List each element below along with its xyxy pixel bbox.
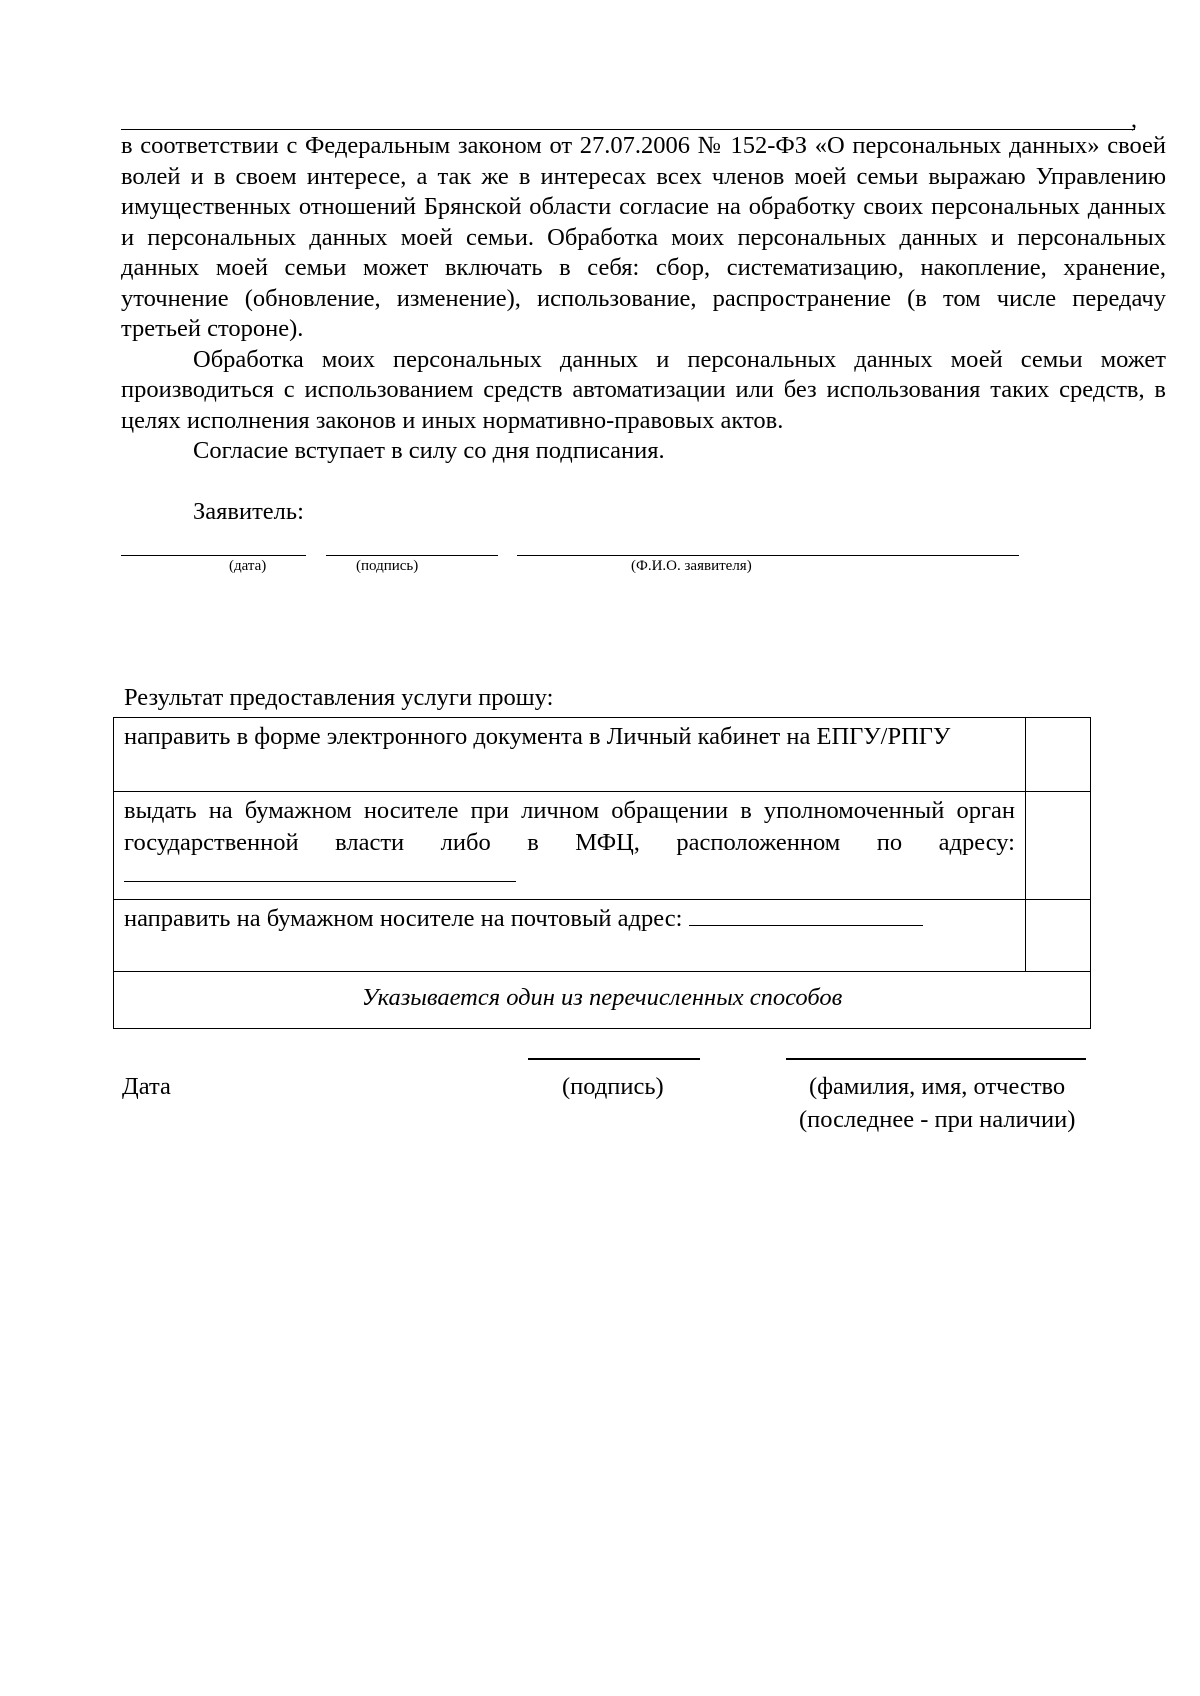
name-blank-comma: , <box>1131 107 1137 133</box>
signature-caption: (подпись) <box>356 558 419 574</box>
delivery-option-in-person-checkbox[interactable] <box>1026 792 1091 900</box>
consent-paragraph-1: в соответствии с Федеральным законом от 27.07.2006 № 152-ФЗ «О персональных данных» своей волей и в своем интересе, а так же в интересах всех членов моей семьи выражаю Управлению имущественных отношений Брянской области согласие на обработку своих персональных данных и персональных данных моей семьи. Обработка моих персональных данных и персональных данных моей семьи может включать в себя: сбор, систематизацию, накопление, хранение, уточнение (обновление, изменение), использование, распространение (в том числе передачу третьей стороне). <box>121 132 1166 342</box>
date-signature-line <box>121 555 306 556</box>
applicant-label: Заявитель: <box>193 498 304 525</box>
result-label: Результат предоставления услуги прошу: <box>124 684 554 711</box>
delivery-option-epgu-checkbox[interactable] <box>1026 718 1091 792</box>
footer-date-label: Дата <box>122 1073 171 1100</box>
consent-paragraph-2: Обработка моих персональных данных и персональных данных моей семьи может производиться с использованием средств автоматизации или без использования таких средств, в целях исполнения законов и иных нормативно-правовых актов. <box>121 345 1166 434</box>
delivery-option-in-person-text: выдать на бумажном носителе при личном обращении в уполномоченный орган государственной власти либо в МФЦ, расположенном по адресу: <box>124 797 1015 856</box>
footer-name-label-line1: (фамилия, имя, отчество <box>809 1073 1066 1100</box>
date-caption: (дата) <box>229 558 267 574</box>
delivery-option-epgu <box>114 718 1026 792</box>
postal-address-blank-line[interactable] <box>689 903 923 926</box>
consent-text <box>121 131 1166 467</box>
full-name-caption: (Ф.И.О. заявителя) <box>631 558 752 574</box>
delivery-option-mail-text: направить на бумажном носителе на почтовый адрес: <box>124 905 683 932</box>
address-blank-line[interactable] <box>124 859 516 882</box>
delivery-option-row <box>114 900 1091 972</box>
consent-paragraph-3: Согласие вступает в силу со дня подписания. <box>193 437 665 464</box>
footer-signature-label: (подпись) <box>562 1073 664 1100</box>
footer-signature-line <box>528 1058 700 1060</box>
signature-line <box>326 555 498 556</box>
footer-name-label-line2: (последнее - при наличии) <box>799 1106 1076 1133</box>
options-note-row <box>114 972 1091 1029</box>
delivery-option-mail-checkbox[interactable] <box>1026 900 1091 972</box>
footer-name-line <box>786 1058 1086 1060</box>
delivery-option-mail <box>114 900 1026 972</box>
name-blank-line <box>121 129 1135 130</box>
full-name-line <box>517 555 1019 556</box>
options-note: Указывается один из перечисленных способов <box>114 972 1091 1029</box>
delivery-option-row <box>114 792 1091 900</box>
delivery-option-epgu-text: направить в форме электронного документа в Личный кабинет на ЕПГУ/РПГУ <box>124 723 951 750</box>
delivery-methods-table <box>113 717 1091 1029</box>
delivery-option-row <box>114 718 1091 792</box>
delivery-option-in-person <box>114 792 1026 900</box>
